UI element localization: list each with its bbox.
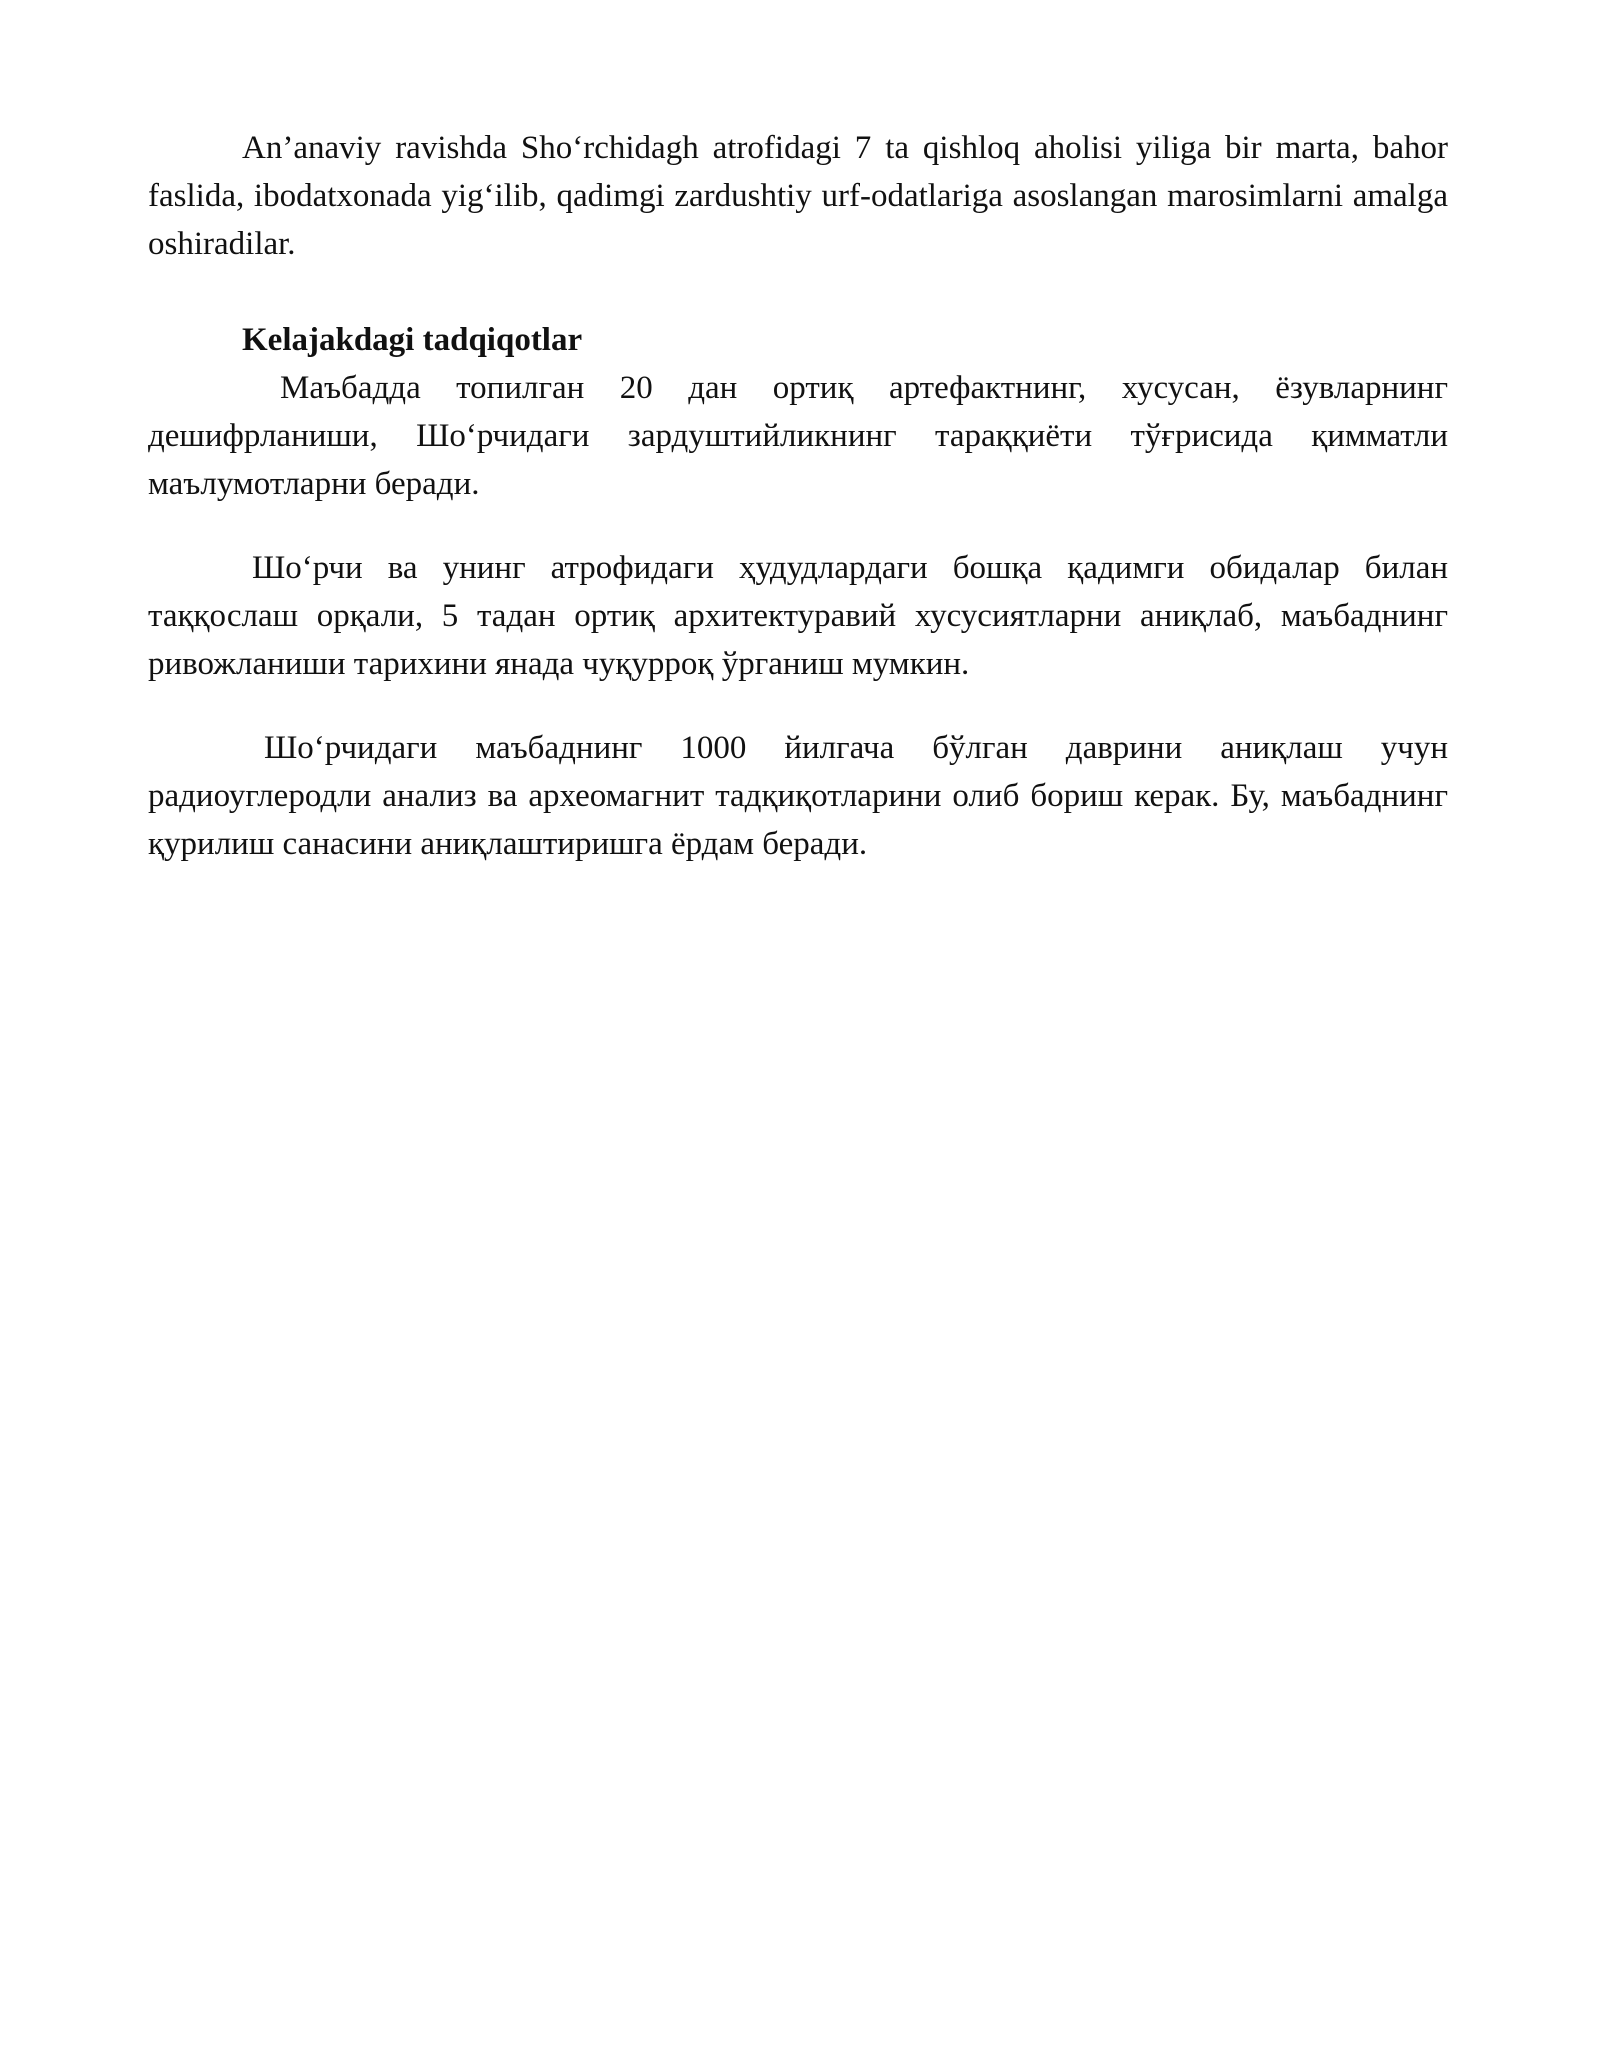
paragraph-artifacts: Маъбадда топилган 20 дан ортиқ артефактнинг, хусусан, ёзувларнинг дешифрланиши, Шоʻрчидаги зардуштийликнинг тараққиёти тўғрисида қимматли маълумотларни беради. xyxy=(148,370,1448,502)
document-body xyxy=(148,124,1448,868)
paragraph-comparison: Шоʻрчи ва унинг атрофидаги ҳудудлардаги бошқа қадимги обидалар билан таққослаш орқали, 5 тадан ортиқ архитектуравий хусусиятларни аниқлаб, маъбаднинг ривожланиши тарихини янада чуқурроқ ўрганиш мумкин. xyxy=(148,550,1448,682)
paragraph-dating: Шоʻрчидаги маъбаднинг 1000 йилгача бўлган даврини аниқлаш учун радиоуглеродли анализ ва археомагнит тадқиқотларини олиб бориш керак. Бу, маъбаднинг қурилиш санасини аниқлаштиришга ёрдам беради. xyxy=(148,730,1448,862)
section-heading: Kelajakdagi tadqiqotlar xyxy=(242,322,583,358)
paragraph-traditions: An’anaviy ravishda Sho‘rchidagh atrofidagi 7 ta qishloq aholisi yiliga bir marta, bahor faslida, ibodatxonada yig‘ilib, qadimgi zardushtiy urf-odatlariga asoslangan marosimlarni amalga oshiradilar. xyxy=(148,130,1448,262)
